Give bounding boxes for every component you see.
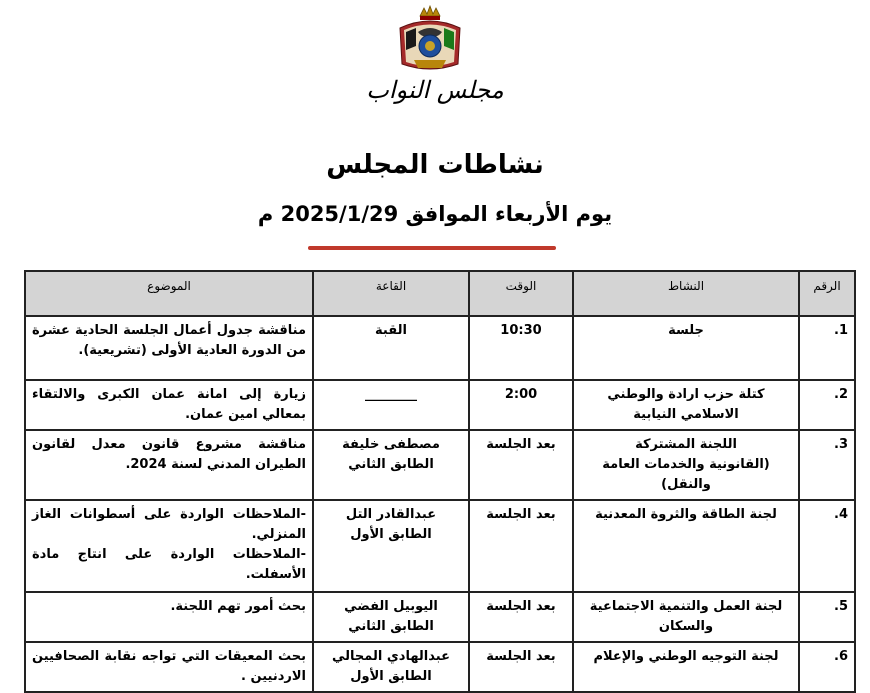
page-subtitle: يوم الأربعاء الموافق 2025/1/29 م xyxy=(257,202,613,226)
row-hall: عبدالقادر التل الطابق الأول xyxy=(313,500,469,592)
row-topic: زيارة إلى امانة عمان الكبرى والالتقاء بمعالي امين عمان. xyxy=(25,380,313,430)
column-header-hall: القاعة xyxy=(313,271,469,316)
row-activity: كتلة حزب ارادة والوطني الاسلامي النيابية xyxy=(573,380,799,430)
row-time: بعد الجلسة xyxy=(469,592,573,642)
row-hall: مصطفى خليفة الطابق الثاني xyxy=(313,430,469,500)
row-topic: مناقشة مشروع قانون معدل لقانون الطيران المدني لسنة 2024. xyxy=(25,430,313,500)
row-topic: بحث المعيقات التي تواجه نقابة الصحافيين الاردنيين . xyxy=(25,642,313,692)
title-underline xyxy=(308,246,556,250)
table-row xyxy=(25,500,855,592)
column-header-activity: النشاط xyxy=(573,271,799,316)
parliament-logo-text: مجلس النواب xyxy=(366,76,504,104)
row-number: 2. xyxy=(799,380,855,430)
row-number: 6. xyxy=(799,642,855,692)
row-activity: جلسة xyxy=(573,316,799,380)
row-activity: لجنة العمل والتنمية الاجتماعية والسكان xyxy=(573,592,799,642)
row-hall: اليوبيل الفضي الطابق الثاني xyxy=(313,592,469,642)
row-hall: عبدالهادي المجالي الطابق الأول xyxy=(313,642,469,692)
row-hall: ________ xyxy=(313,380,469,430)
row-number: 5. xyxy=(799,592,855,642)
row-activity: اللجنة المشتركة (القانونية والخدمات العامة والنقل) xyxy=(573,430,799,500)
row-hall: القبة xyxy=(313,316,469,380)
column-header-time: الوقت xyxy=(469,271,573,316)
row-activity: لجنة التوجيه الوطني والإعلام xyxy=(573,642,799,692)
table-row xyxy=(25,380,855,430)
row-time: 10:30 xyxy=(469,316,573,380)
row-time: بعد الجلسة xyxy=(469,500,573,592)
table-row xyxy=(25,316,855,380)
table-row xyxy=(25,592,855,642)
document-header xyxy=(0,0,870,120)
table-header-row xyxy=(25,271,855,316)
jordan-coat-of-arms-icon xyxy=(392,2,468,78)
table-row xyxy=(25,430,855,500)
table-row xyxy=(25,642,855,692)
row-number: 3. xyxy=(799,430,855,500)
row-number: 1. xyxy=(799,316,855,380)
column-header-topic: الموضوع xyxy=(25,271,313,316)
row-topic: -الملاحظات الواردة على أسطوانات الغاز المنزلي. -الملاحظات الواردة على انتاج مادة الأسفلت. xyxy=(25,500,313,592)
row-time: بعد الجلسة xyxy=(469,430,573,500)
row-number: 4. xyxy=(799,500,855,592)
activities-table xyxy=(24,270,856,693)
row-time: 2:00 xyxy=(469,380,573,430)
row-topic: مناقشة جدول أعمال الجلسة الحادية عشرة من الدورة العادية الأولى (تشريعية). xyxy=(25,316,313,380)
column-header-num: الرقم xyxy=(799,271,855,316)
row-topic: بحث أمور تهم اللجنة. xyxy=(25,592,313,642)
row-time: بعد الجلسة xyxy=(469,642,573,692)
page-title: نشاطات المجلس xyxy=(326,150,544,180)
row-activity: لجنة الطاقة والثروة المعدنية xyxy=(573,500,799,592)
